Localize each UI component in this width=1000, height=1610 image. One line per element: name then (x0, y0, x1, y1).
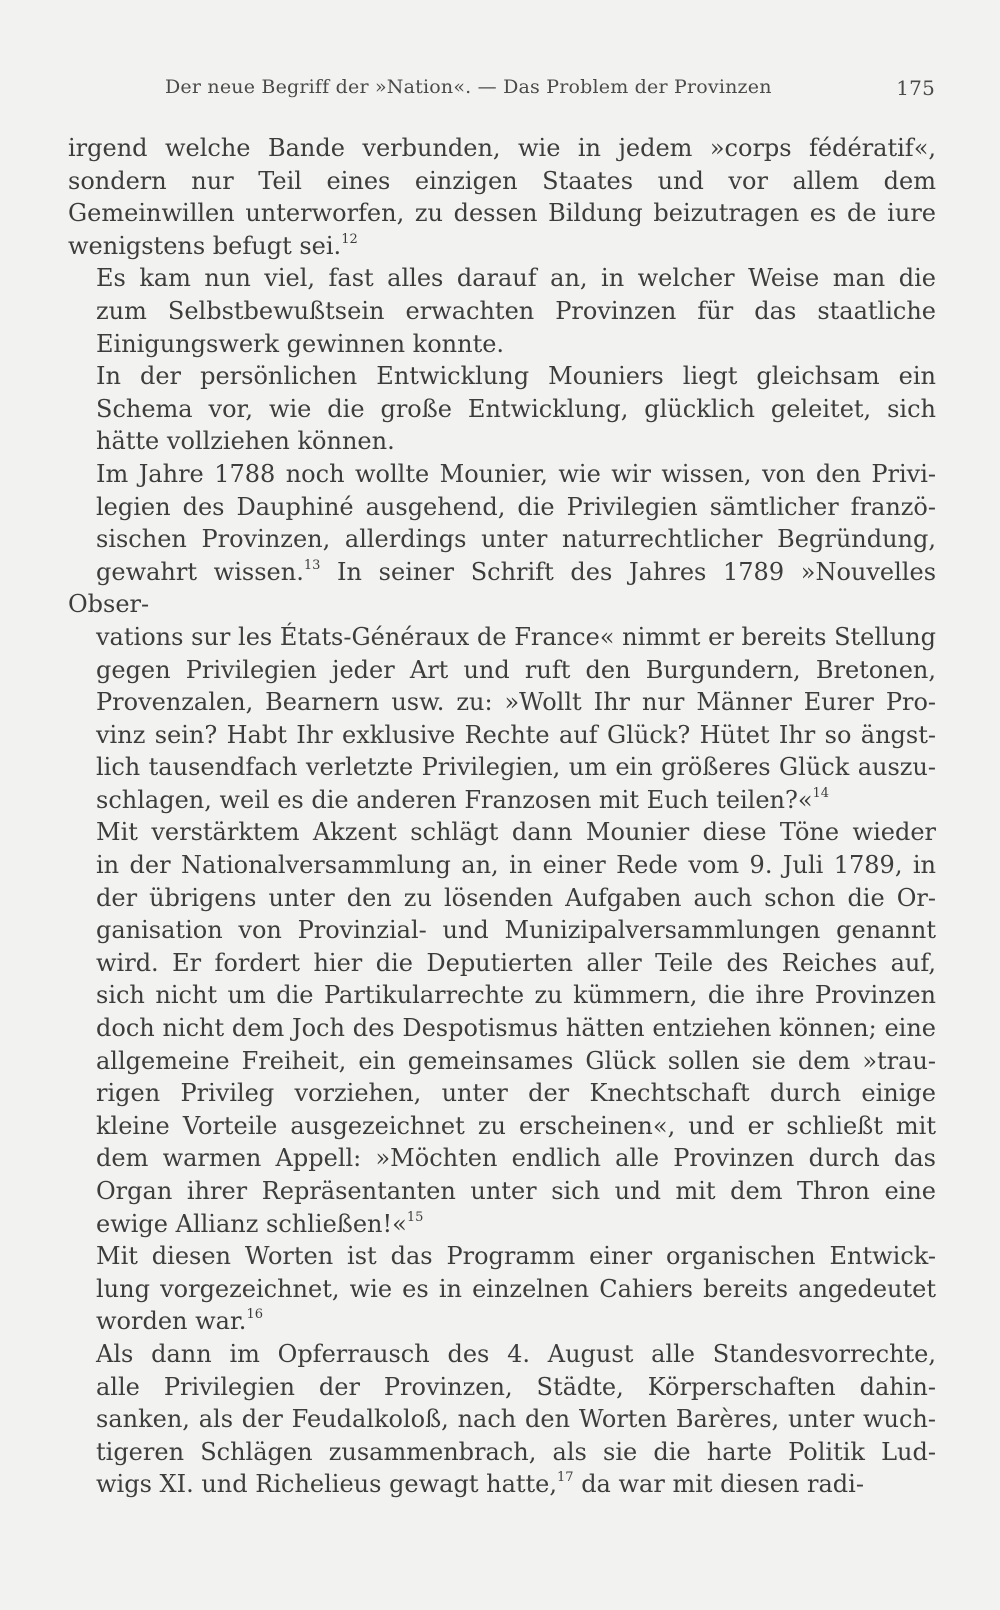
text-line: worden war.$^{16}$ (96, 1307, 263, 1336)
paragraph (68, 262, 936, 360)
text-line: ewige Allianz schließen!«$^{15}$ (96, 1209, 424, 1238)
paragraph (68, 360, 936, 458)
text-line: Im Jahre 1788 noch wollte Mounier, wie wir wissen, von den Privi- (96, 459, 936, 488)
text-line: wird. Er fordert hier die Deputierten aller Teile des Reiches auf, (96, 948, 936, 977)
text-line: Es kam nun viel, fast alles darauf an, in welcher Weise man die (96, 264, 936, 293)
running-header (165, 76, 935, 106)
text-line: lung vorgezeichnet, wie es in einzelnen Cahiers bereits angedeutet (96, 1274, 936, 1303)
footnote-marker: 16 (246, 1307, 263, 1323)
text-line: schlagen, weil es die anderen Franzosen mit Euch teilen?«$^{14}$ (96, 785, 830, 814)
text-line: ganisation von Provinzial- und Munizipalversammlungen genannt (96, 916, 936, 945)
text-line: Als dann im Opferrausch des 4. August alle Standesvorrechte, (96, 1339, 936, 1368)
paragraph (68, 458, 936, 817)
footnote-marker: 15 (406, 1209, 424, 1225)
text-line: Gemeinwillen unterworfen, zu dessen Bildung beizutragen es de iure (68, 199, 936, 228)
text-line: allgemeine Freiheit, ein gemeinsames Glück sollen sie dem »trau- (96, 1046, 936, 1075)
text-line: in der Nationalversammlung an, in einer Rede vom 9. Juli 1789, in (96, 851, 936, 880)
text-line: irgend welche Bande verbunden, wie in jedem »corps fédératif«, (68, 134, 936, 162)
text-line: vations sur les États-Généraux de France« nimmt er bereits Stellung (96, 622, 936, 651)
page-number: 175 (896, 76, 935, 100)
text-line: alle Privilegien der Provinzen, Städte, Körperschaften dahin- (96, 1372, 936, 1401)
footnote-marker: 12 (341, 231, 358, 247)
text-line: lich tausendfach verletzte Privilegien, um ein größeres Glück auszu- (96, 753, 936, 782)
text-line: tigeren Schlägen zusammenbrach, als sie die harte Politik Lud- (96, 1437, 936, 1466)
text-line: vinz sein? Habt Ihr exklusive Rechte auf Glück? Hütet Ihr so ängst- (96, 720, 936, 749)
footnote-marker: 13 (303, 557, 321, 573)
text-line: hätte vollziehen können. (96, 427, 395, 456)
text-line: rigen Privileg vorziehen, unter der Knechtschaft durch einige (96, 1079, 936, 1108)
text-line: Mit diesen Worten ist das Programm einer organischen Entwick- (96, 1242, 936, 1271)
text-line: sich nicht um die Partikularrechte zu kümmern, die ihre Provinzen (96, 981, 936, 1010)
text-line: zum Selbstbewußtsein erwachten Provinzen für das staatliche (96, 296, 936, 325)
text-line: gegen Privilegien jeder Art und ruft den Burgundern, Bretonen, (96, 655, 936, 684)
footnote-marker: 14 (812, 785, 830, 801)
text-line: kleine Vorteile ausgezeichnet zu erscheinen«, und er schließt mit (96, 1111, 936, 1140)
text-line: legien des Dauphiné ausgehend, die Privilegien sämtlicher franzö- (96, 492, 936, 521)
body-text (68, 132, 936, 1501)
text-line: Schema vor, wie die große Entwicklung, glücklich geleitet, sich (96, 394, 936, 423)
text-line: Mit verstärktem Akzent schlägt dann Mounier diese Töne wieder (96, 818, 936, 847)
text-line: sischen Provinzen, allerdings unter naturrechtlicher Begründung, (96, 525, 936, 554)
text-line: wenigstens befugt sei.$^{12}$ (68, 231, 358, 260)
paragraph (68, 132, 936, 262)
text-line: sanken, als der Feudalkoloß, nach den Worten Barères, unter wuch- (96, 1405, 936, 1434)
paragraph (68, 1338, 936, 1501)
text-line: Organ ihrer Repräsentanten unter sich und mit dem Thron eine (96, 1177, 936, 1205)
text-line: gewahrt wissen.$^{13}$ In seiner Schrift des Jahres 1789 »Nouvelles Obser- (68, 557, 937, 619)
paragraph (68, 816, 936, 1240)
text-line: der übrigens unter den zu lösenden Aufgaben auch schon die Or- (96, 883, 936, 912)
footnote-marker: 17 (557, 1470, 574, 1486)
text-line: Einigungswerk gewinnen konnte. (96, 329, 505, 358)
text-line: dem warmen Appell: »Möchten endlich alle Provinzen durch das (96, 1144, 936, 1173)
text-line: sondern nur Teil eines einzigen Staates und vor allem dem (68, 166, 936, 195)
text-line: doch nicht dem Joch des Despotismus hätten entziehen können; eine (96, 1014, 936, 1043)
text-line: In der persönlichen Entwicklung Mouniers liegt gleichsam ein (96, 362, 936, 391)
running-header-title: Der neue Begriff der »Nation«. — Das Problem der Provinzen (165, 76, 772, 98)
text-line: wigs XI. und Richelieus gewagt hatte,$^{17}$ da war mit diesen radi- (96, 1470, 864, 1499)
paragraph (68, 1240, 936, 1338)
text-line: Provenzalen, Bearnern usw. zu: »Wollt Ihr nur Männer Eurer Pro- (96, 688, 936, 717)
